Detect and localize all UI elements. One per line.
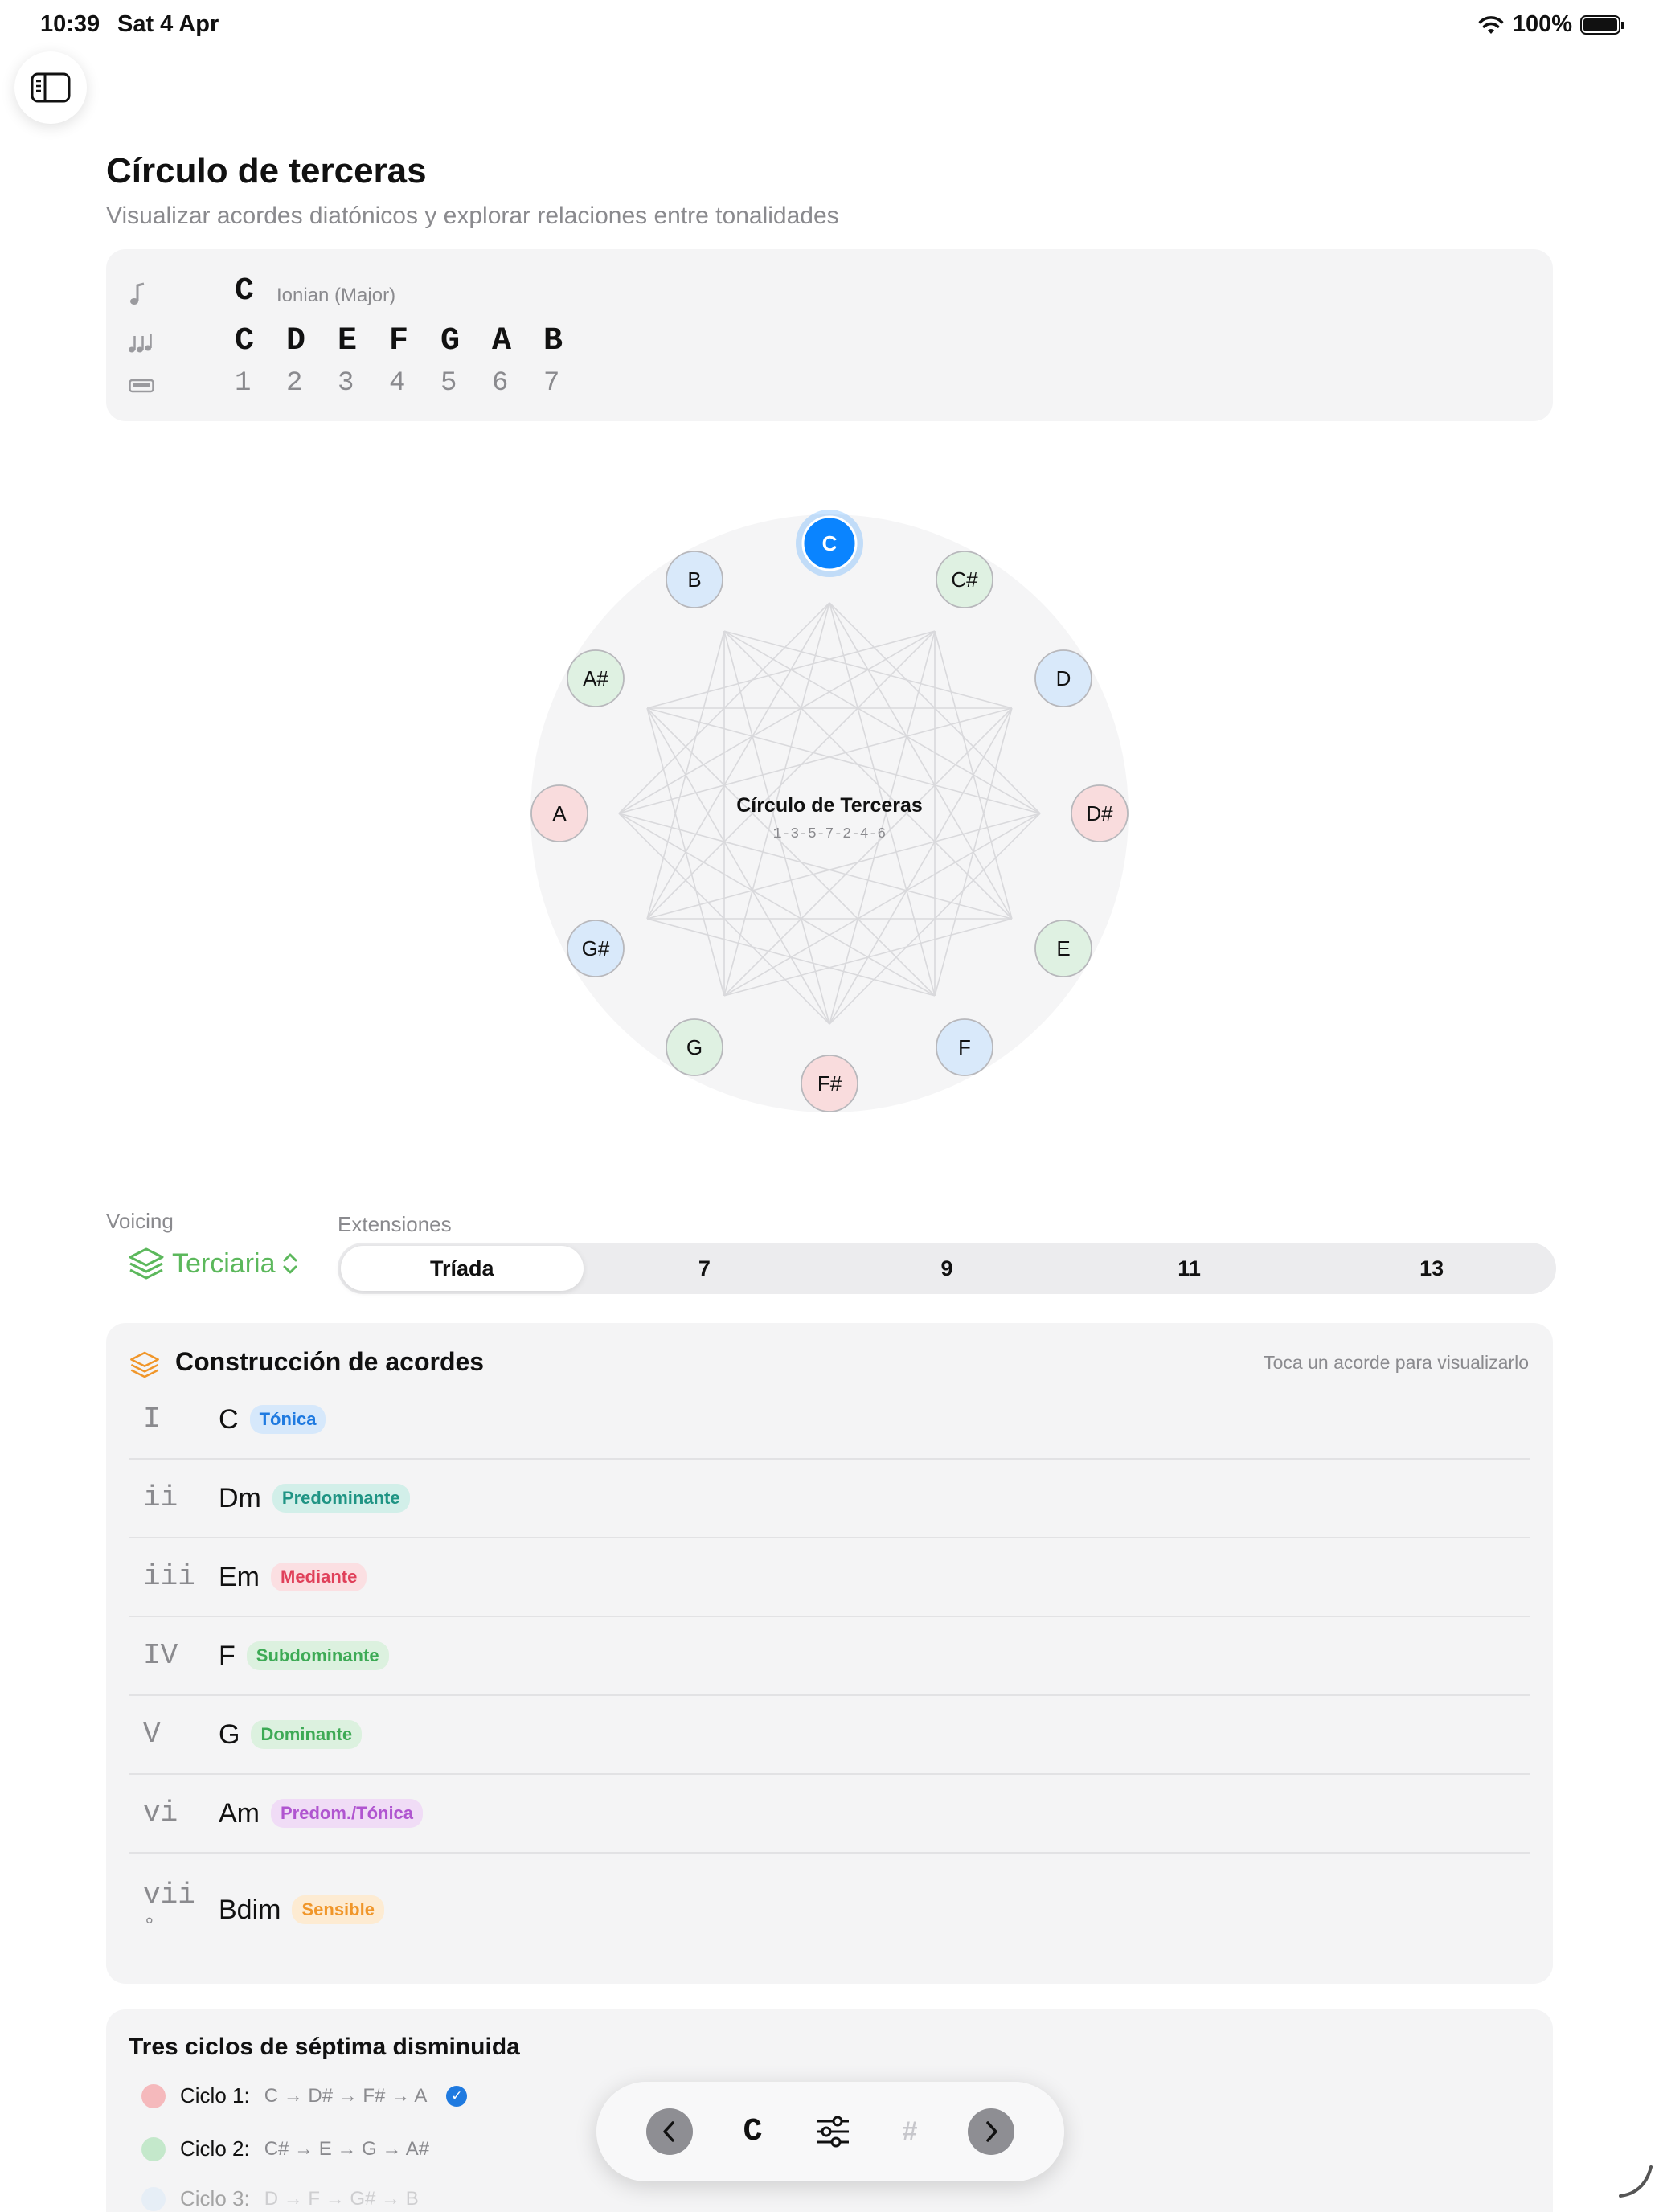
- cycle-row-3[interactable]: [141, 2186, 419, 2211]
- circle-note-label: F#: [817, 1071, 842, 1096]
- circle-note-asharp[interactable]: [567, 650, 624, 707]
- chord-row-iii[interactable]: [129, 1538, 1530, 1617]
- circle-note-label: F: [958, 1034, 971, 1059]
- circle-note-label: D#: [1086, 801, 1113, 825]
- chord-name: G: [219, 1718, 240, 1750]
- cycle-sequence: C → D# → F# → A: [264, 2084, 428, 2107]
- circle-note-csharp[interactable]: [936, 551, 993, 608]
- extension-option-7[interactable]: 7: [698, 1256, 711, 1280]
- extension-option-11[interactable]: 11: [1178, 1256, 1201, 1280]
- chord-name: Em: [219, 1561, 260, 1592]
- chord-function-badge: Subdominante: [247, 1641, 389, 1670]
- scale-degree: 5: [440, 368, 457, 399]
- scale-degree: 4: [389, 368, 406, 399]
- cycle-row-1[interactable]: [141, 2083, 467, 2108]
- wifi-icon: [1477, 14, 1505, 35]
- voicing-value: Terciaria: [172, 1247, 276, 1279]
- battery-icon: [1580, 15, 1620, 35]
- checkmark-icon: ✓: [446, 2086, 467, 2107]
- circle-note-label: A: [552, 801, 567, 825]
- next-key-button[interactable]: [968, 2108, 1014, 2155]
- chord-row-vi[interactable]: [129, 1775, 1530, 1854]
- chord-roman: V: [143, 1718, 161, 1751]
- music-notes-icon: [127, 331, 154, 355]
- scale-note: E: [338, 323, 358, 359]
- previous-key-button[interactable]: [646, 2108, 693, 2155]
- circle-note-dsharp[interactable]: [1071, 785, 1128, 842]
- scale-note: A: [492, 323, 512, 359]
- circle-note-b[interactable]: [666, 551, 723, 608]
- chord-row-V[interactable]: [129, 1696, 1530, 1775]
- cycle-label: Ciclo 2:: [180, 2136, 250, 2161]
- resize-handle-icon[interactable]: [1617, 2162, 1654, 2199]
- extensions-label: Extensiones: [338, 1212, 452, 1236]
- status-date: Sat 4 Apr: [117, 11, 219, 37]
- extension-option-triada[interactable]: Tríada: [341, 1246, 584, 1291]
- chord-name: Am: [219, 1797, 260, 1829]
- cycle-label: Ciclo 3:: [180, 2186, 250, 2210]
- chord-roman-text: vii: [143, 1878, 195, 1911]
- extension-option-13[interactable]: 13: [1419, 1256, 1444, 1280]
- keyboard-icon: [129, 378, 154, 394]
- scale-note: G: [440, 323, 461, 359]
- chord-roman: vi: [143, 1796, 178, 1829]
- chord-row-I[interactable]: [129, 1381, 1530, 1460]
- chord-roman: iii: [143, 1560, 195, 1593]
- circle-center-subtitle: 1-3-5-7-2-4-6: [772, 826, 887, 842]
- circle-note-c[interactable]: [796, 510, 863, 577]
- chords-title: Construcción de acordes: [175, 1347, 485, 1376]
- chord-row-ii[interactable]: [129, 1460, 1530, 1538]
- scale-notes: [235, 323, 595, 359]
- voicing-picker[interactable]: [127, 1244, 299, 1283]
- circle-note-label: D: [1055, 666, 1071, 690]
- chord-name: Bdim: [219, 1894, 281, 1925]
- page-title: Círculo de terceras: [106, 151, 427, 190]
- status-time: 10:39: [40, 11, 100, 37]
- scale-card: [106, 249, 1553, 421]
- extension-option-9[interactable]: 9: [940, 1256, 953, 1280]
- stack-icon: [129, 1349, 161, 1381]
- cycles-title: Tres ciclos de séptima disminuida: [129, 2034, 520, 2060]
- scale-note: D: [286, 323, 306, 359]
- sidebar-toggle-button[interactable]: [14, 51, 87, 124]
- floating-toolbar: [596, 2082, 1064, 2181]
- scale-note: B: [543, 323, 563, 359]
- circle-note-label: C: [821, 531, 838, 555]
- circle-note-gsharp[interactable]: [567, 920, 624, 977]
- cycle-label: Ciclo 1:: [180, 2083, 250, 2108]
- cycle-sequence: C# → E → G → A#: [264, 2137, 430, 2160]
- music-note-icon: [129, 281, 148, 307]
- sliders-icon[interactable]: [813, 2115, 852, 2149]
- scale-degrees: [235, 368, 595, 399]
- chord-function-badge: Predom./Tónica: [271, 1799, 423, 1828]
- scale-degree: 7: [543, 368, 560, 399]
- chevron-left-icon: [660, 2120, 679, 2144]
- chord-roman-diminished: °: [143, 1914, 156, 1938]
- circle-note-a[interactable]: [531, 785, 588, 842]
- circle-note-label: E: [1056, 936, 1071, 961]
- chord-function-badge: Sensible: [292, 1895, 383, 1924]
- cycle-color-dot: [141, 2137, 166, 2161]
- circle-of-thirds: [514, 498, 1145, 1129]
- chord-roman: ii: [143, 1481, 178, 1514]
- chord-name: C: [219, 1403, 239, 1435]
- chord-name: Dm: [219, 1482, 261, 1514]
- chord-row-vii[interactable]: [129, 1854, 1530, 1966]
- circle-note-d[interactable]: [1035, 650, 1092, 707]
- circle-note-label: G#: [581, 936, 610, 961]
- sharp-toggle[interactable]: #: [902, 2116, 918, 2147]
- voicing-label: Voicing: [106, 1209, 174, 1233]
- scale-mode: Ionian (Major): [276, 285, 396, 306]
- chord-row-IV[interactable]: [129, 1617, 1530, 1696]
- circle-center-title: Círculo de Terceras: [736, 794, 923, 817]
- scale-note: F: [389, 323, 409, 359]
- scale-degree: 2: [286, 368, 303, 399]
- scale-degree: 3: [338, 368, 354, 399]
- cycle-color-dot: [141, 2187, 166, 2211]
- chord-name: F: [219, 1640, 236, 1671]
- status-indicators: [1477, 11, 1620, 38]
- circle-note-label: G: [686, 1034, 703, 1059]
- circle-note-e[interactable]: [1035, 920, 1092, 977]
- chevron-up-down-icon: [281, 1251, 299, 1276]
- chord-roman: I: [143, 1403, 161, 1436]
- chord-roman: IV: [143, 1639, 178, 1672]
- chevron-right-icon: [981, 2120, 1001, 2144]
- chords-hint: Toca un acorde para visualizarlo: [1264, 1352, 1529, 1373]
- circle-note-fsharp[interactable]: [801, 1055, 858, 1112]
- circle-note-f[interactable]: [936, 1019, 993, 1075]
- current-key[interactable]: C: [743, 2113, 763, 2150]
- scale-note: C: [235, 323, 255, 359]
- scale-tonic: C: [235, 273, 255, 309]
- page-subtitle: Visualizar acordes diatónicos y explorar relaciones entre tonalidades: [106, 203, 839, 229]
- layers-icon: [127, 1244, 166, 1283]
- cycle-row-2[interactable]: [141, 2136, 429, 2161]
- chord-construction-card: [106, 1323, 1553, 1984]
- chord-function-badge: Dominante: [251, 1720, 362, 1749]
- battery-percent: 100%: [1512, 11, 1572, 37]
- chord-function-badge: Predominante: [272, 1484, 410, 1513]
- circle-note-label: B: [687, 567, 702, 592]
- circle-note-g[interactable]: [666, 1019, 723, 1075]
- chord-function-badge: Tónica: [250, 1405, 326, 1434]
- circle-note-label: A#: [583, 666, 608, 690]
- cycle-color-dot: [141, 2084, 166, 2108]
- extensions-segmented-control: [338, 1243, 1556, 1294]
- cycle-sequence: D → F → G# → B: [264, 2187, 419, 2210]
- chord-function-badge: Mediante: [271, 1563, 367, 1591]
- sidebar-icon: [30, 72, 72, 104]
- circle-note-label: C#: [951, 567, 978, 592]
- scale-degree: 1: [235, 368, 252, 399]
- chord-roman: [129, 1878, 206, 1939]
- scale-degree: 6: [492, 368, 509, 399]
